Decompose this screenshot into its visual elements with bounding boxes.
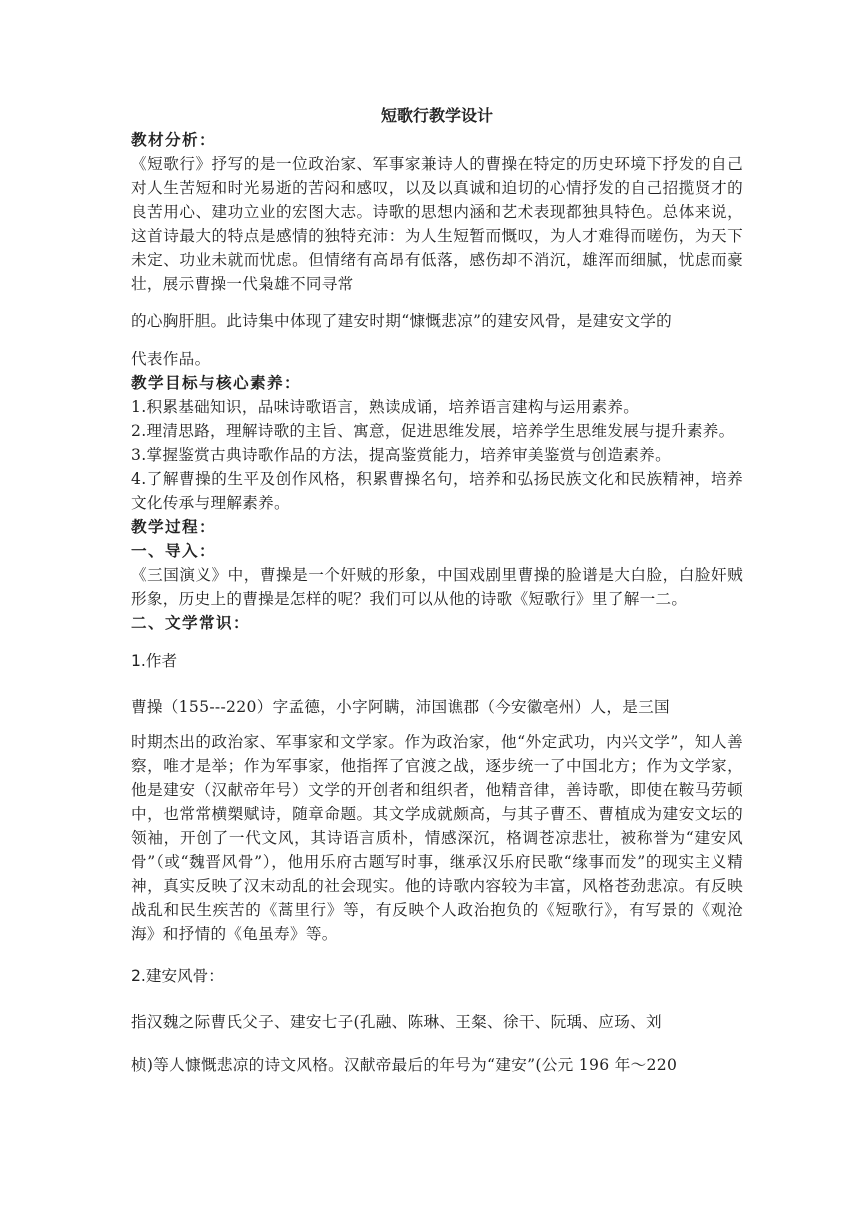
analysis-paragraph: 《短歌行》抒写的是一位政治家、军事家兼诗人的曹操在特定的历史环境下抒发的自己对人生苦短和时光易逝的苦闷和感叹，以及以真诚和迫切的心情抒发的自己招揽贤才的良苦用心、建功立业的宏图大志。诗歌的思想内涵和艺术表现都独具特色。总体来说，这首诗最大的特点是感情的独特充沛：为人生短暂而慨叹，为人才难得而嗟伤，为天下未定、功业未就而忧虑。但情绪有高昂有低落，感伤却不消沉，雄浑而细腻，忧虑而豪壮，展示曹操一代枭雄不同寻常: [131, 155, 743, 293]
section-heading-literature: 二、文学常识：: [131, 613, 250, 632]
jianan-line-1: 指汉魏之际曹氏父子、建安七子(孔融、陈琳、王粲、徐干、阮瑀、应玚、刘: [131, 1013, 662, 1031]
intro-paragraph: 《三国演义》中，曹操是一个奸贼的形象，中国戏剧里曹操的脸谱是大白脸，白脸奸贼形象，历史上的曹操是怎样的呢？我们可以从他的诗歌《短歌行》里了解一二。: [131, 566, 743, 608]
author-first-line: 曹操（155---220）字孟德，小字阿瞒，沛国谯郡（今安徽亳州）人，是三国: [131, 698, 670, 716]
author-paragraph: 时期杰出的政治家、军事家和文学家。作为政治家，他“外定武功，内兴文学”，知人善察，唯才是举；作为军事家，他指挥了官渡之战，逐步统一了中国北方；作为文学家，他是建安（汉献帝年号）文学的开创者和组织者，他精音律，善诗歌，即使在鞍马劳顿中，也常常横槊赋诗，随章命题。其文学成就颇高，与其子曹丕、曹植成为建安文坛的领袖，开创了一代文风，其诗语言质朴，情感深沉，格调苍凉悲壮，被称誉为“建安风骨”（或“魏晋风骨”），他用乐府古题写时事，继承汉乐府民歌“缘事而发”的现实主义精神，真实反映了汉末动乱的社会现实。他的诗歌内容较为丰富，风格苍劲悲凉。有反映战乱和民生疾苦的《蒿里行》等，有反映个人政治抱负的《短歌行》，有写景的《观沧海》和抒情的《龟虽寿》等。: [131, 733, 743, 943]
section-heading-goals: 教学目标与核心素养：: [131, 373, 301, 392]
document-page: [131, 96, 743, 1077]
section-heading-process: 教学过程：: [131, 517, 216, 536]
analysis-paragraph-cont: 的心胸肝胆。此诗集中体现了建安时期“慷慨悲凉”的建安风骨，是建安文学的: [131, 312, 673, 330]
goal-item-1: 1.积累基础知识，品味诗歌语言，熟读成诵，培养语言建构与运用素养。: [131, 398, 640, 416]
goal-item-2: 2.理清思路，理解诗歌的主旨、寓意，促进思维发展，培养学生思维发展与提升素养。: [131, 422, 735, 440]
jianan-heading: 2.建安风骨：: [131, 967, 224, 985]
jianan-line-2: 桢)等人慷慨悲凉的诗文风格。汉献帝最后的年号为“建安”(公元 196 年～220: [131, 1056, 678, 1074]
author-heading: 1.作者: [131, 652, 178, 670]
goal-item-3: 3.掌握鉴赏古典诗歌作品的方法，提高鉴赏能力，培养审美鉴赏与创造素养。: [131, 446, 671, 464]
section-heading-analysis: 教材分析：: [131, 130, 216, 149]
document-title: 短歌行教学设计: [380, 106, 493, 125]
goal-item-4: 4.了解曹操的生平及创作风格，积累曹操名句，培养和弘扬民族文化和民族精神，培养文化传承与理解素养。: [131, 470, 743, 512]
section-heading-intro: 一、导入：: [131, 541, 216, 560]
analysis-paragraph-end: 代表作品。: [131, 350, 211, 368]
